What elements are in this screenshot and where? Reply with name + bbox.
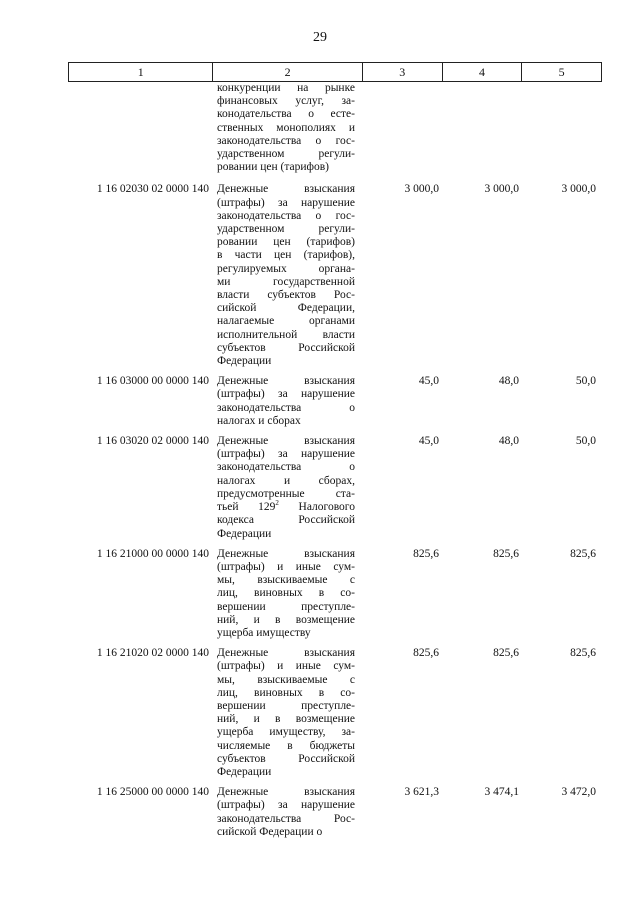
table-row	[68, 647, 602, 779]
description-line: ми государственной	[217, 275, 355, 288]
description-line: Денежные взыскания	[217, 183, 355, 196]
description-line: субъектов Российской	[217, 752, 355, 765]
description-line: (штрафы) за нарушение	[217, 799, 355, 812]
amount-col-3: 3 621,3	[404, 786, 439, 799]
amount-col-4: 3 000,0	[484, 183, 519, 196]
income-description	[213, 183, 363, 368]
description-line: вершении преступле-	[217, 600, 355, 613]
amount-col-4: 48,0	[498, 435, 519, 448]
description-line: законодательства Рос-	[217, 812, 355, 825]
amount-col-5: 50,0	[575, 435, 596, 448]
description-line: (штрафы) за нарушение	[217, 196, 355, 209]
continuation-code	[68, 82, 213, 174]
income-description	[213, 375, 363, 428]
description-line: (штрафы) за нарушение	[217, 388, 355, 401]
income-description	[213, 647, 363, 779]
description-line: Федерации	[217, 527, 272, 540]
description-line: Денежные взыскания	[217, 786, 355, 799]
amount-col-3: 825,6	[413, 647, 439, 660]
description-line: (штрафы) и иные сум-	[217, 660, 355, 673]
description-line: ударственном регули-	[217, 223, 355, 236]
description-line: Денежные взыскания	[217, 547, 355, 560]
continuation-description	[213, 82, 363, 174]
description-line: законодательства о	[217, 461, 355, 474]
amount-col-5: 3 472,0	[561, 786, 596, 799]
description-line: налагаемые органами	[217, 315, 355, 328]
table-row	[68, 435, 602, 541]
table-header	[68, 62, 602, 82]
income-description	[213, 548, 363, 640]
table-row	[68, 183, 602, 368]
budget-code: 1 16 25000 00 0000 140	[96, 786, 209, 799]
header-col-1: 1	[69, 63, 213, 81]
amount-col-3: 45,0	[418, 375, 439, 388]
amount-col-5: 825,6	[570, 647, 596, 660]
rows-container	[68, 183, 602, 839]
budget-code: 1 16 21020 02 0000 140	[96, 647, 209, 660]
budget-code: 1 16 03000 00 0000 140	[96, 375, 209, 388]
description-line: мы, взыскиваемые с	[217, 574, 355, 587]
description-line: конкуренции на рынке	[217, 82, 355, 94]
description-line: ущерба имуществу, за-	[217, 726, 355, 739]
description-line: законодательства о	[217, 401, 355, 414]
amount-col-3: 45,0	[418, 435, 439, 448]
description-line: регулируемых органа-	[217, 262, 355, 275]
amount-col-5: 825,6	[570, 547, 596, 560]
description-line: законодательства о гос-	[217, 134, 355, 147]
page-number: 29	[313, 30, 327, 45]
description-line: лиц, виновных в со-	[217, 587, 355, 600]
table-row	[68, 548, 602, 640]
description-line: тьей $129^2$ Налогового	[217, 499, 355, 514]
amount-col-4: 48,0	[498, 375, 519, 388]
budget-code: 1 16 02030 02 0000 140	[96, 183, 209, 196]
description-line: ровании цен (тарифов)	[217, 161, 329, 174]
description-line: числяемые в бюджеты	[217, 739, 355, 752]
budget-code: 1 16 03020 02 0000 140	[96, 435, 209, 448]
amount-col-4: 825,6	[493, 647, 519, 660]
table-body	[68, 82, 602, 846]
description-line: лиц, виновных в со-	[217, 686, 355, 699]
description-line: Федерации	[217, 355, 272, 368]
budget-code: 1 16 21000 00 0000 140	[96, 547, 209, 560]
description-line: Денежные взыскания	[217, 647, 355, 660]
description-line: исполнительной власти	[217, 328, 355, 341]
description-line: сийской Федерации о	[217, 825, 323, 838]
description-line: предусмотренные ста-	[217, 487, 355, 500]
description-line: власти субъектов Рос-	[217, 289, 355, 302]
description-line: (штрафы) и иные сум-	[217, 560, 355, 573]
description-line: кодекса Российской	[217, 514, 355, 527]
amount-col-4: 825,6	[493, 547, 519, 560]
description-line: налогах и сборах	[217, 414, 301, 427]
header-col-3: 3	[363, 63, 443, 81]
continuation-row	[68, 82, 602, 174]
amount-col-4: 3 474,1	[484, 786, 519, 799]
description-line: ственных монополиях и	[217, 121, 355, 134]
description-line: ущерба имуществу	[217, 626, 311, 639]
description-line: финансовых услуг, за-	[217, 95, 355, 108]
income-description	[213, 786, 363, 839]
description-line: вершении преступле-	[217, 699, 355, 712]
description-line: налогах и сборах,	[217, 474, 355, 487]
amount-col-5: 50,0	[575, 375, 596, 388]
table-row	[68, 375, 602, 428]
header-col-5: 5	[558, 65, 565, 79]
header-col-2: 2	[213, 63, 362, 81]
description-line: ровании цен (тарифов)	[217, 236, 355, 249]
income-description	[213, 435, 363, 541]
description-line: ний, и в возмещение	[217, 613, 355, 626]
table-row	[68, 786, 602, 839]
description-line: в части цен (тарифов),	[217, 249, 355, 262]
description-line: ударственном регули-	[217, 148, 355, 161]
description-line: Федерации	[217, 765, 272, 778]
header-col-4: 4	[443, 63, 523, 81]
description-line: законодательства о гос-	[217, 209, 355, 222]
amount-col-3: 3 000,0	[404, 183, 439, 196]
description-line: мы, взыскиваемые с	[217, 673, 355, 686]
description-line: сийской Федерации,	[217, 302, 355, 315]
description-line: Денежные взыскания	[217, 375, 355, 388]
amount-col-3: 825,6	[413, 547, 439, 560]
description-line: ний, и в возмещение	[217, 713, 355, 726]
description-line: Денежные взыскания	[217, 435, 355, 448]
amount-col-5: 3 000,0	[561, 183, 596, 196]
description-line: конодательства о есте-	[217, 108, 355, 121]
description-line: (штрафы) за нарушение	[217, 448, 355, 461]
description-line: субъектов Российской	[217, 341, 355, 354]
